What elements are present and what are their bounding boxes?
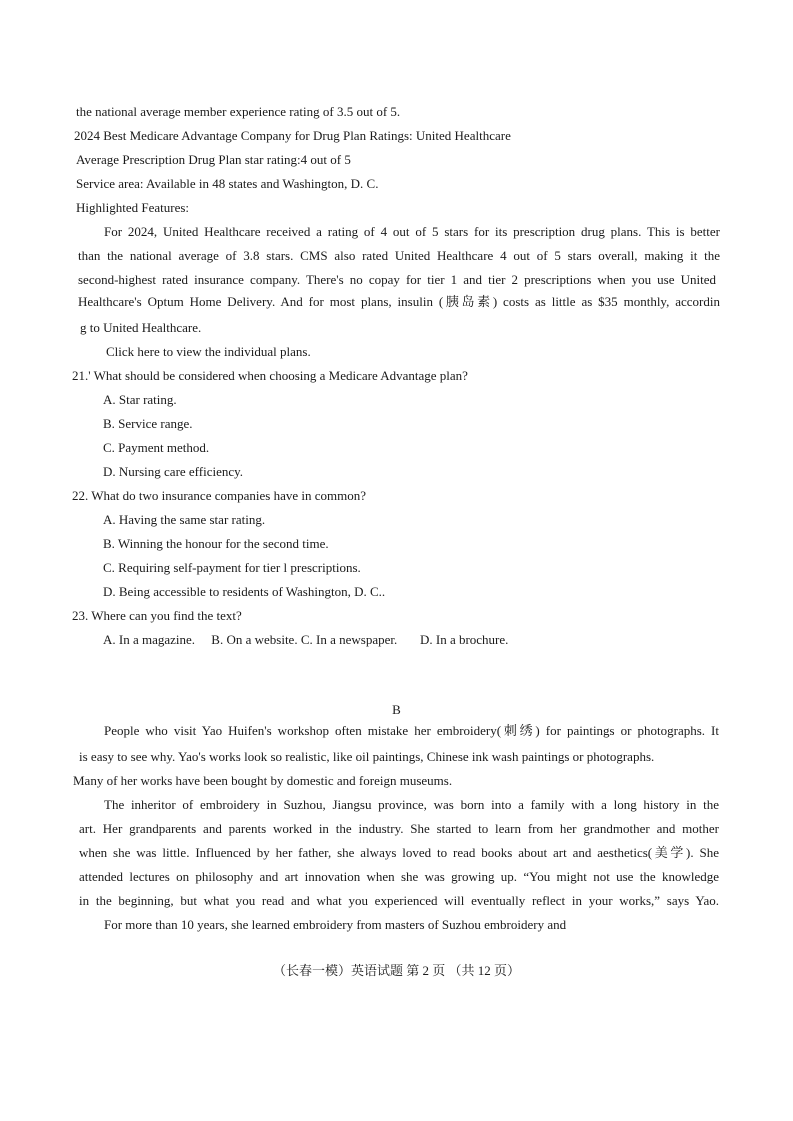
section-b-heading: B xyxy=(392,702,401,717)
question-21-option-b: B. Service range. xyxy=(103,416,193,431)
passage-a-line-7: than the national average of 3.8 stars. CMS also rated United Healthcare 4 out of 5 stars overall, making it the xyxy=(78,248,720,263)
passage-a-line-8: second-highest rated insurance company. There's no copay for tier 1 and tier 2 prescriptions when you use United xyxy=(78,272,716,287)
section-b-line-6: when she was little. Influenced by her father, she always loved to read books about art and aesthetics(美学). She xyxy=(79,845,719,860)
passage-a-line-11: Click here to view the individual plans. xyxy=(106,344,311,359)
section-b-line-2: is easy to see why. Yao's works look so realistic, like oil paintings, Chinese ink wash paintings or photographs. xyxy=(79,749,655,764)
section-b-line-5: art. Her grandparents and parents worked in the industry. She started to learn from her grandmother and mother xyxy=(79,821,719,836)
question-23-options: A. In a magazine. B. On a website. C. In a newspaper. D. In a brochure. xyxy=(103,632,509,647)
passage-a-line-2: 2024 Best Medicare Advantage Company for Drug Plan Ratings: United Healthcare xyxy=(74,128,511,143)
question-22-option-c: C. Requiring self-payment for tier l prescriptions. xyxy=(103,560,361,575)
question-23-stem: 23. Where can you find the text? xyxy=(72,608,242,623)
question-22-option-b: B. Winning the honour for the second time. xyxy=(103,536,329,551)
passage-a-line-3: Average Prescription Drug Plan star rating:4 out of 5 xyxy=(76,152,351,167)
question-21-option-a: A. Star rating. xyxy=(103,392,177,407)
question-21-option-d: D. Nursing care efficiency. xyxy=(103,464,244,479)
passage-a-line-5: Highlighted Features: xyxy=(76,200,190,215)
passage-a-line-10: g to United Healthcare. xyxy=(80,320,202,335)
section-b-line-9: For more than 10 years, she learned embroidery from masters of Suzhou embroidery and xyxy=(104,917,567,932)
question-21-stem: 21.' What should be considered when choosing a Medicare Advantage plan? xyxy=(72,368,468,383)
question-22-stem: 22. What do two insurance companies have in common? xyxy=(72,488,366,503)
question-22-option-a: A. Having the same star rating. xyxy=(103,512,266,527)
section-b-line-4: The inheritor of embroidery in Suzhou, Jiangsu province, was born into a family with a long history in the xyxy=(104,797,719,812)
passage-a-line-6: For 2024, United Healthcare received a rating of 4 out of 5 stars for its prescription drug plans. This is better xyxy=(104,224,720,239)
page-footer: （长春一模）英语试题 第 2 页 （共 12 页） xyxy=(272,963,520,978)
section-b-line-3: Many of her works have been bought by domestic and foreign museums. xyxy=(73,773,453,788)
section-b-line-7: attended lectures on philosophy and art innovation when she was growing up. “You might not use the knowledge xyxy=(79,869,719,884)
passage-a-line-1: the national average member experience rating of 3.5 out of 5. xyxy=(76,104,401,119)
passage-a-line-4: Service area: Available in 48 states and Washington, D. C. xyxy=(76,176,379,191)
section-b-line-8: in the beginning, but what you read and what you experienced will eventually reflect in your works,” says Yao. xyxy=(79,893,719,908)
passage-a-line-9: Healthcare's Optum Home Delivery. And for most plans, insulin (胰岛素) costs as little as $35 monthly, accordin xyxy=(78,294,720,309)
question-21-option-c: C. Payment method. xyxy=(103,440,210,455)
question-22-option-d: D. Being accessible to residents of Washington, D. C.. xyxy=(103,584,386,599)
section-b-line-1: People who visit Yao Huifen's workshop often mistake her embroidery(刺绣) for paintings or photographs. It xyxy=(104,723,719,738)
